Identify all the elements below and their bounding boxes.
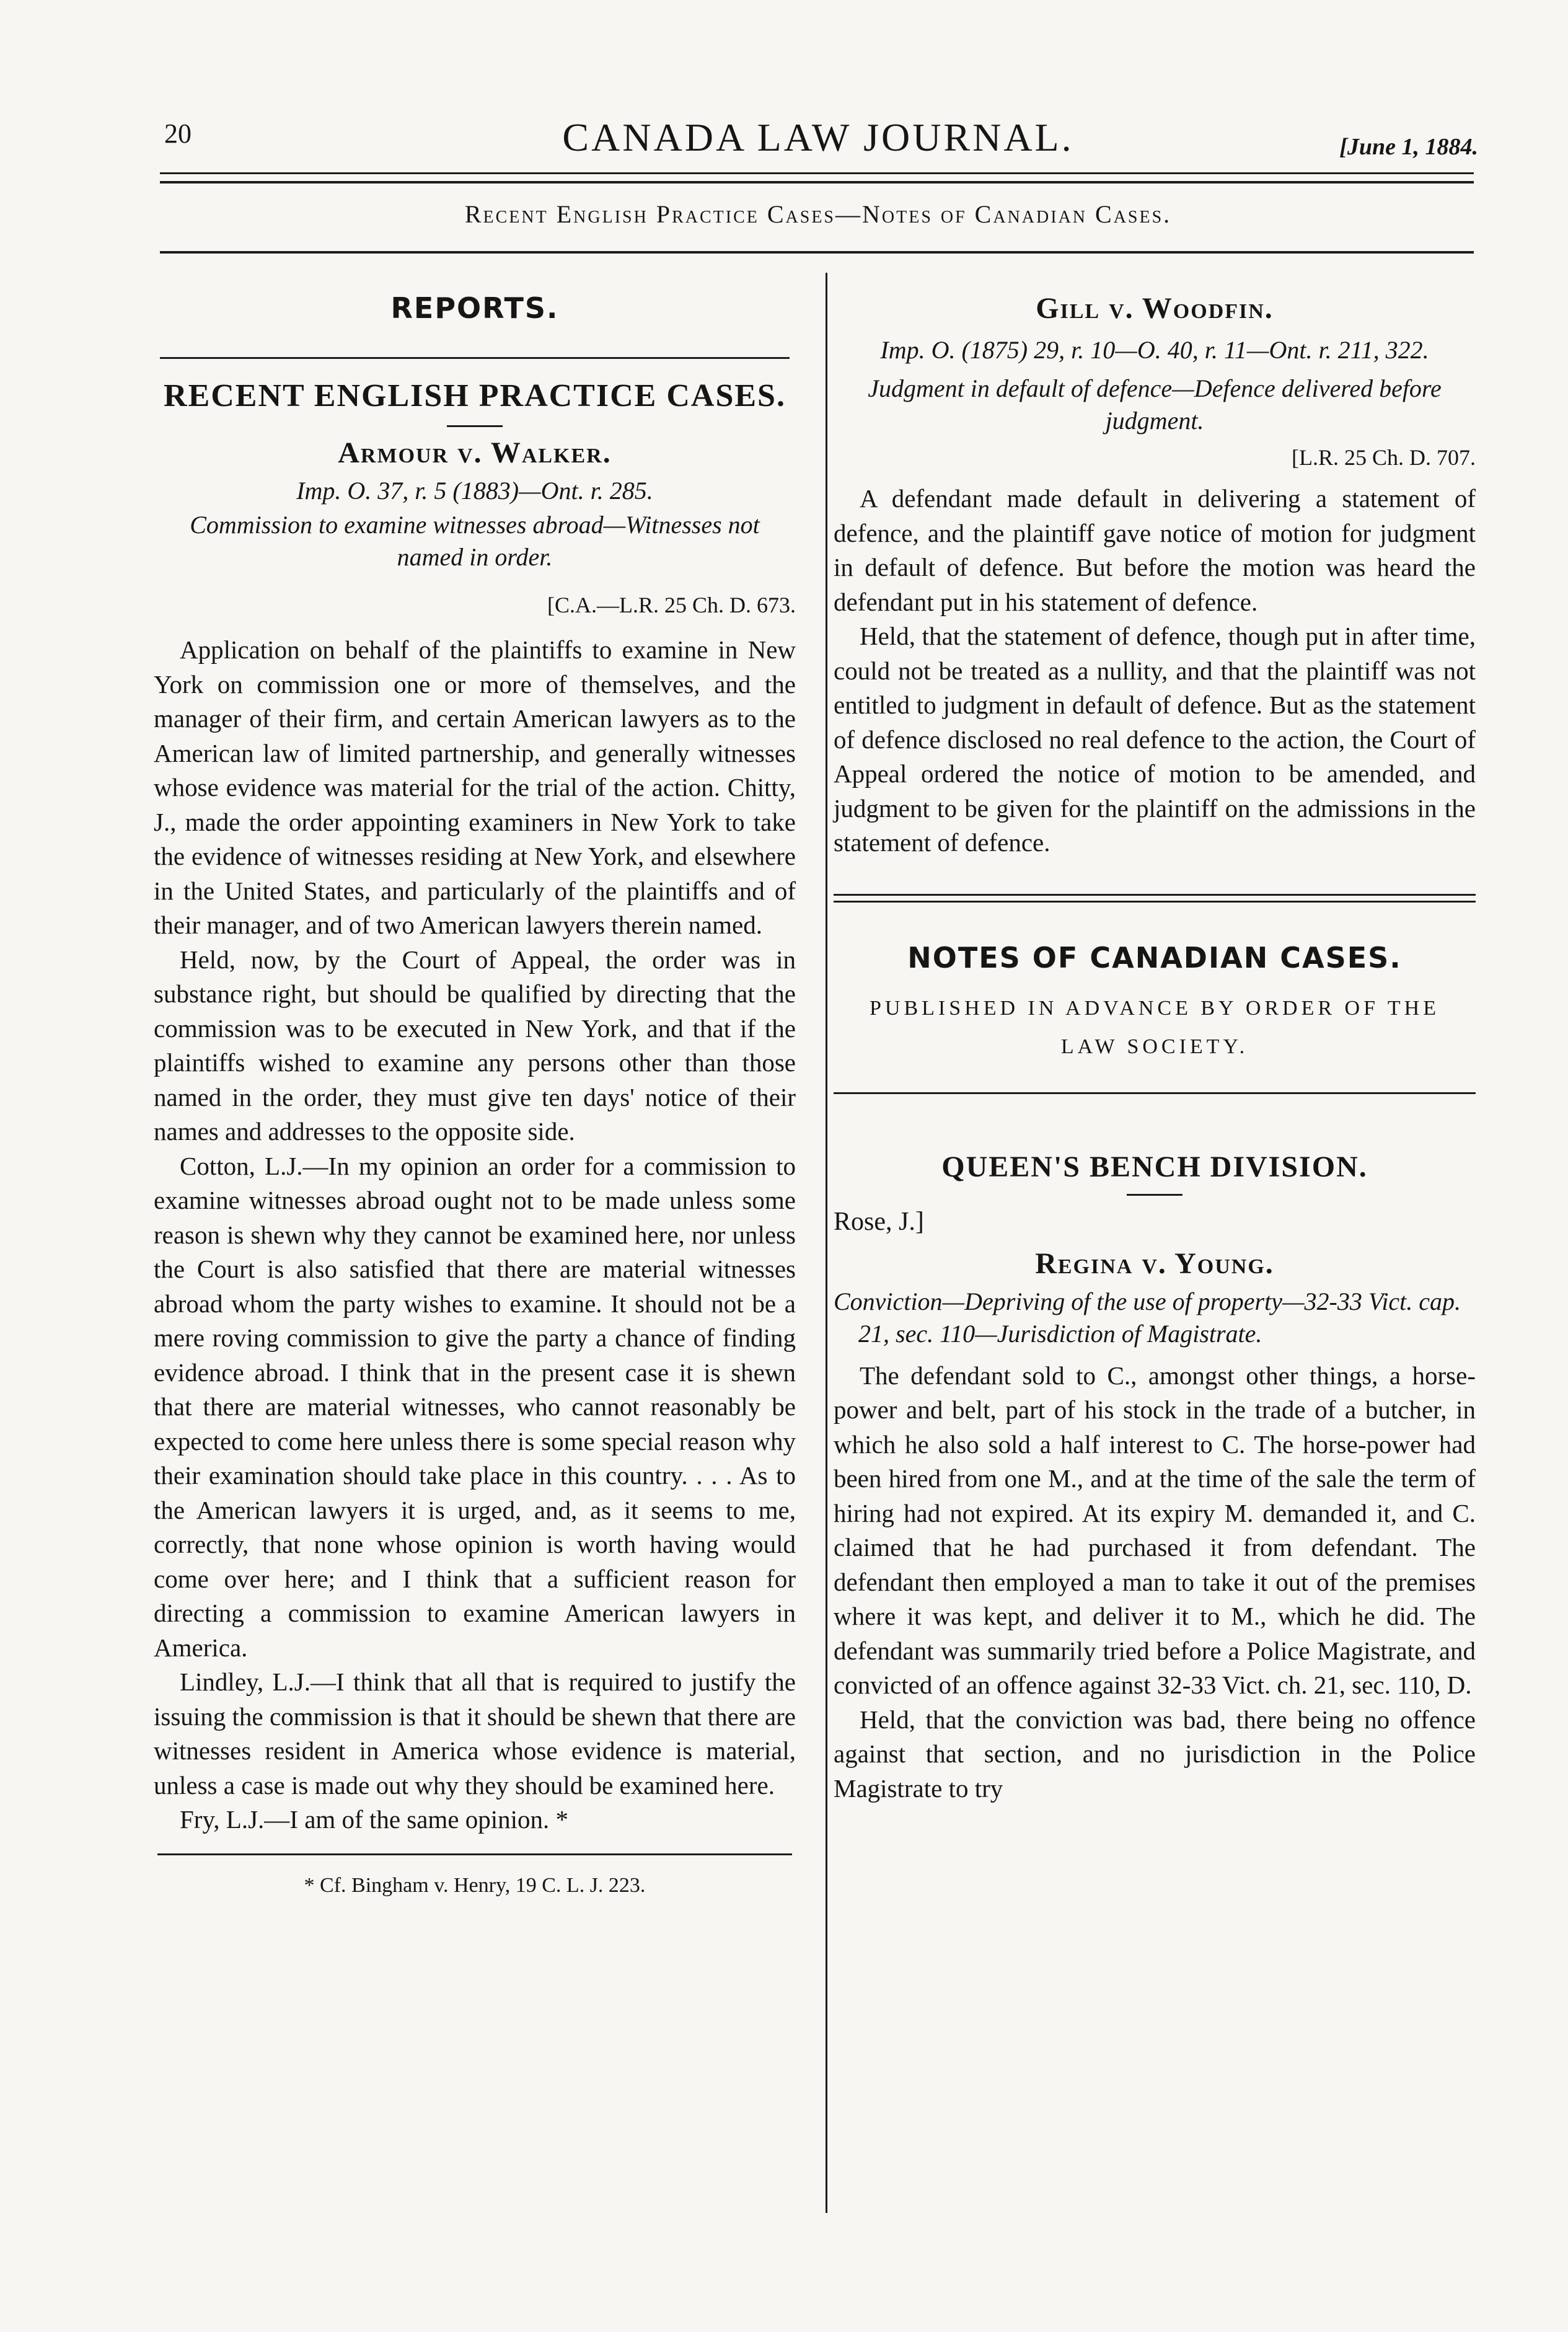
paragraph-fry: Fry, L.J.—I am of the same opinion. *: [180, 1805, 569, 1834]
gill-paragraph-facts: A defendant made default in delivering a statement of defence, and the plaintiff gave notice of motion for judgment in default of defence. But before the motion was heard the defendant put in his statement of defence.: [834, 484, 1476, 616]
judge-name: Rose, J.]: [834, 1207, 924, 1236]
footnote-rule: [157, 1853, 792, 1855]
column-divider: [826, 273, 827, 2213]
section-double-rule: [834, 894, 1476, 904]
division-title: QUEEN'S BENCH DIVISION.: [941, 1150, 1368, 1183]
footnote: * Cf. Bingham v. Henry, 19 C. L. J. 223.: [304, 1873, 646, 1897]
right-column: [834, 291, 1476, 1806]
case-name-gill: Gill v. Woodfin.: [1036, 292, 1274, 325]
case-citation: Imp. O. 37, r. 5 (1883)—Ont. r. 285.: [296, 477, 653, 505]
case-name-regina: Regina v. Young.: [1035, 1247, 1274, 1280]
running-subheader: Recent English Practice Cases—Notes of Canadian Cases.: [464, 200, 1172, 228]
notes-rule: [834, 1092, 1476, 1094]
reports-heading: REPORTS.: [390, 291, 559, 325]
header-rule-bottom: [160, 181, 1474, 183]
gill-report-reference: [L.R. 25 Ch. D. 707.: [1292, 445, 1476, 470]
paragraph-lindley: Lindley, L.J.—I think that all that is required to justify the issuing the commission is that it should be shewn that there are witnesses resident in America whose evidence is material, unless a case is made out why they should be examined here.: [154, 1667, 796, 1800]
page-number: 20: [164, 118, 192, 149]
division-short-rule: [1127, 1194, 1183, 1196]
notes-subtitle-line-1: PUBLISHED IN ADVANCE BY ORDER OF THE: [870, 996, 1440, 1020]
gill-paragraph-held: Held, that the statement of defence, though put in after time, could not be treated as a nullity, and that the plaintiff was not entitled to judgment in default of defence. But as the statement of defence disclosed no real defence to the action, the Court of Appeal ordered the notice of motion to be amended, and judgment to be given for the plaintiff on the admissions in the statement of defence.: [834, 622, 1476, 857]
regina-paragraph-facts: The defendant sold to C., amongst other things, a horse-power and belt, part of his stock in the trade of a butcher, in which he also sold a half interest to C. The horse-power had been hired from one M., and at the time of the sale the term of hiring had not expired. At its expiry M. demanded it, and C. claimed that he had purchased it from defendant. The defendant then employed a man to take it out of the premises where it was kept, and deliver it to M., which he did. The defendant was summarily tried before a Police Magistrate, and convicted of an offence against 32-33 Vict. ch. 21, sec. 110, D.: [834, 1361, 1476, 1699]
short-rule: [447, 425, 503, 427]
paragraph-cotton: Cotton, L.J.—In my opinion an order for a commission to examine witnesses abroad ought not to be made unless some reason is shewn why they cannot be examined here, nor unless the Court is also satisfied that there are material witnesses abroad whom the party wishes to examine. It should not be a mere roving commission to give the party a chance of finding evidence abroad. I think that in the present case it is shewn that there are material witnesses, who cannot reasonably be expected to come here unless there is some special reason why their examination should take place in this country. . . . As to the American lawyers it is urged, and, as it seems to me, correctly, that none whose opinion is worth having would come over here; and I think that a sufficient reason for directing a commission to examine American lawyers in America.: [154, 1151, 796, 1662]
header-rule-top: [160, 172, 1474, 174]
page-header: [158, 115, 1478, 170]
paragraph-held: Held, now, by the Court of Appeal, the order was in substance right, but should be qualified by directing that the commission was to be executed in New York, and that if the plaintiffs wished to examine any persons other than those named in the order, they must give ten days' notice of their names and addresses to the opposite side.: [154, 945, 796, 1146]
paragraph-application: Application on behalf of the plaintiffs to examine in New York on commission one or more of themselves, and the manager of their firm, and certain American lawyers as to the American law of limited partnership, and generally witnesses whose evidence was material for the trial of the action. Chitty, J., made the order appointing examiners in New York to take the evidence of witnesses residing at New York, and elsewhere in the United States, and particularly of the plaintiffs and of their manager, and of two American lawyers therein named.: [154, 635, 796, 939]
gill-catchline: Judgment in default of defence—Defence delivered before judgment.: [868, 374, 1442, 435]
notes-heading: NOTES OF CANADIAN CASES.: [907, 940, 1402, 974]
left-column: [154, 291, 796, 1897]
journal-title: CANADA LAW JOURNAL.: [562, 115, 1074, 159]
notes-subtitle-line-2: LAW SOCIETY.: [1060, 1035, 1249, 1058]
case-catchline: Commission to examine witnesses abroad—Witnesses not named in order.: [190, 511, 760, 571]
case-name-armour: Armour v. Walker.: [338, 436, 612, 469]
part-title: RECENT ENGLISH PRACTICE CASES.: [164, 378, 786, 413]
report-reference: [C.A.—L.R. 25 Ch. D. 673.: [547, 593, 796, 617]
regina-paragraph-held: Held, that the conviction was bad, there being no offence against that section, and no jurisdiction in the Police Magistrate to try: [834, 1705, 1476, 1803]
reports-rule: [160, 357, 790, 359]
subheader-rule: [160, 251, 1474, 254]
regina-catchline: Conviction—Depriving of the use of property—32-33 Vict. cap. 21, sec. 110—Jurisdiction of Magistrate.: [834, 1287, 1461, 1348]
gill-citation: Imp. O. (1875) 29, r. 10—O. 40, r. 11—Ont. r. 211, 322.: [880, 336, 1429, 364]
issue-date: [June 1, 1884.: [1339, 134, 1478, 160]
